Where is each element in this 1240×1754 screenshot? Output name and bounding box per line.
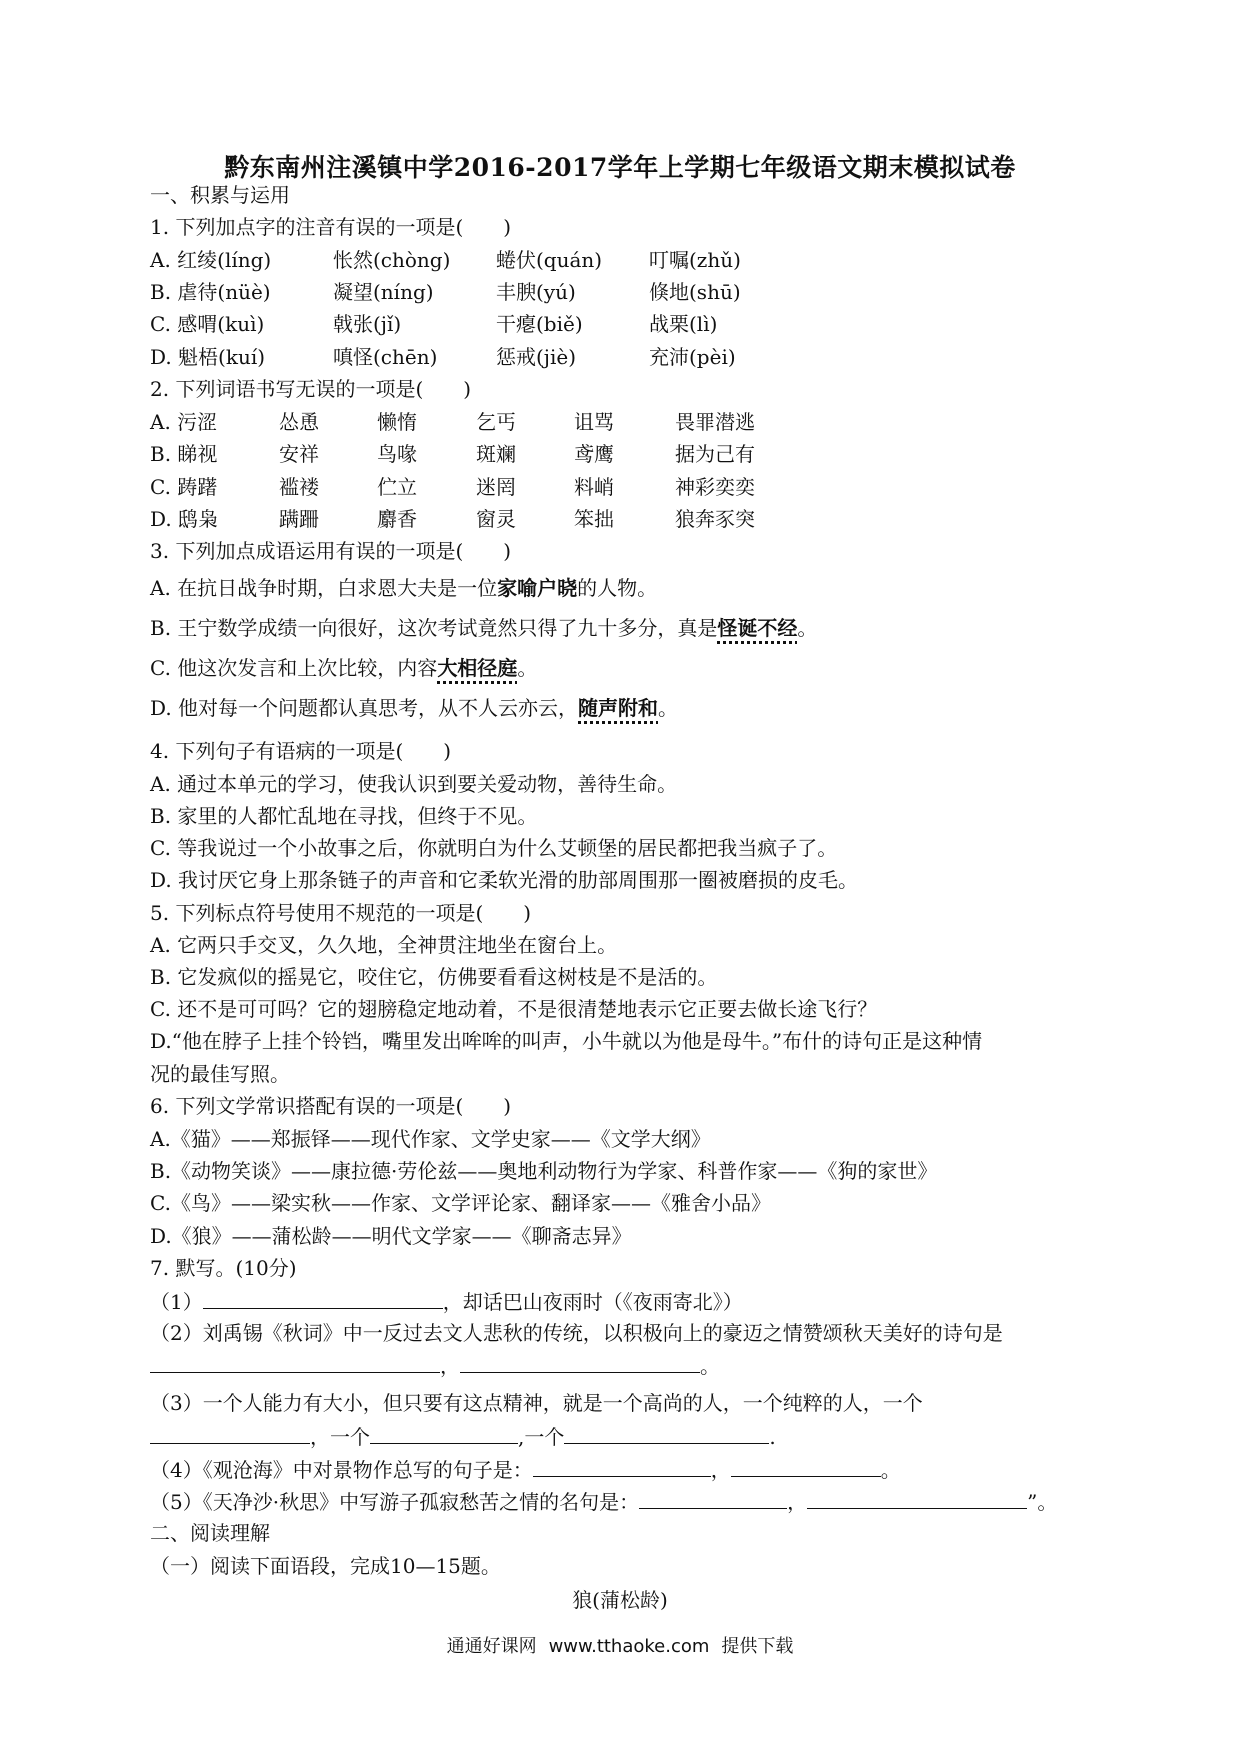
q7-part-4 <box>150 1456 901 1483</box>
q3-d-end: 。 <box>658 696 679 720</box>
q7-part-2-blanks <box>150 1352 720 1379</box>
question-6-stem: 6. 下列文学常识搭配有误的一项是( ) <box>150 1094 512 1118</box>
q7-part-2: （2）刘禹锡《秋词》中一反过去文人悲秋的传统，以积极向上的豪迈之情赞颂秋天美好的诗句是 <box>150 1321 1003 1345</box>
q7-2-blank-2[interactable] <box>460 1352 700 1373</box>
q3-c-idiom: 大相径庭 <box>437 656 518 680</box>
q6-option-a: A.《猫》——郑振铎——现代作家、文学史家——《文学大纲》 <box>150 1127 711 1151</box>
section-heading-1: 一、积累与运用 <box>150 183 290 207</box>
q7-4-end: 。 <box>880 1458 901 1482</box>
q7-4-blank-1[interactable] <box>533 1456 711 1477</box>
q1-option-c-1: C. 感喟(kuì) <box>150 312 265 336</box>
q2-a-5: 诅骂 <box>574 410 614 434</box>
q7-5-comma: ， <box>787 1490 808 1514</box>
q1-option-d-2: 嗔怪(chēn) <box>333 345 438 369</box>
q4-option-a: A. 通过本单元的学习，使我认识到要关爱动物，善待生命。 <box>150 772 678 796</box>
q7-3-blank-2[interactable] <box>370 1423 518 1444</box>
q3-c-end: 。 <box>517 656 538 680</box>
q3-option-c <box>150 655 537 681</box>
question-1-stem: 1. 下列加点字的注音有误的一项是( ) <box>150 215 512 239</box>
q7-2-comma: ， <box>440 1354 460 1378</box>
q1-option-c-3: 干瘪(biě) <box>496 312 583 336</box>
q4-option-b: B. 家里的人都忙乱地在寻找，但终于不见。 <box>150 804 538 828</box>
q7-3-blank-1[interactable] <box>150 1423 310 1444</box>
q7-2-blank-1[interactable] <box>150 1352 440 1373</box>
q1-option-b-1: B. 虐待(nüè) <box>150 280 271 304</box>
q2-d-1: D. 鸱枭 <box>150 507 219 531</box>
q3-d-text: D. 他对每一个问题都认真思考，从不人云亦云， <box>150 696 579 720</box>
q1-option-b-2: 凝望(níng) <box>333 280 434 304</box>
q3-a-end: 的人物。 <box>577 576 658 600</box>
q7-2-end: 。 <box>700 1354 720 1378</box>
page-title: 黔东南州注溪镇中学2016-2017学年上学期七年级语文期末模拟试卷 <box>224 153 1016 182</box>
q2-b-2: 安祥 <box>279 442 319 466</box>
q6-option-b: B.《动物笑谈》——康拉德·劳伦兹——奥地利动物行为学家、科普作家——《狗的家世》 <box>150 1159 938 1183</box>
q2-d-5: 笨拙 <box>574 507 614 531</box>
q2-a-6: 畏罪潜逃 <box>675 410 755 434</box>
q4-option-c: C. 等我说过一个小故事之后，你就明白为什么艾顿堡的居民都把我当疯子了。 <box>150 836 838 860</box>
q2-b-3: 鸟喙 <box>377 442 417 466</box>
q2-d-2: 蹒跚 <box>279 507 319 531</box>
q2-c-3: 伫立 <box>377 475 417 499</box>
footer-note: 提供下载 <box>721 1636 794 1657</box>
q6-option-d: D.《狼》——蒲松龄——明代文学家——《聊斋志异》 <box>150 1224 632 1248</box>
q4-option-d: D. 我讨厌它身上那条链子的声音和它柔软光滑的肋部周围那一圈被磨损的皮毛。 <box>150 868 859 892</box>
q2-a-3: 懒惰 <box>377 410 417 434</box>
q3-option-d <box>150 695 678 721</box>
q7-3-mid1: ，一个 <box>310 1425 370 1449</box>
q7-1-text: ，却话巴山夜雨时（《夜雨寄北》） <box>442 1290 743 1314</box>
footer-site: 通通好课网 <box>446 1636 537 1657</box>
q3-a-idiom: 家喻户晓 <box>497 576 578 600</box>
q2-d-6: 狼奔豕突 <box>675 507 755 531</box>
question-2-stem: 2. 下列词语书写无误的一项是( ) <box>150 377 472 401</box>
q2-c-5: 料峭 <box>574 475 614 499</box>
q7-part-5 <box>150 1488 1057 1515</box>
q3-b-idiom: 怪诞不经 <box>717 616 798 640</box>
q5-option-d-cont: 况的最佳写照。 <box>150 1062 290 1086</box>
q3-c-text: C. 他这次发言和上次比较，内容 <box>150 656 438 680</box>
q5-option-c: C. 还不是可可吗？它的翅膀稳定地动着，不是很清楚地表示它正要去做长途飞行？ <box>150 997 878 1021</box>
q7-part-3: （3）一个人能力有大小，但只要有这点精神，就是一个高尚的人，一个纯粹的人，一个 <box>150 1391 923 1415</box>
q1-option-c-4: 战栗(lì) <box>649 312 718 336</box>
q2-a-1: A. 污涩 <box>150 410 218 434</box>
question-5-stem: 5. 下列标点符号使用不规范的一项是( ) <box>150 901 532 925</box>
q3-b-end: 。 <box>797 616 818 640</box>
q3-option-b <box>150 615 817 641</box>
q2-c-6: 神彩奕奕 <box>675 475 755 499</box>
q1-option-a-2: 怅然(chòng) <box>333 248 451 272</box>
q2-b-6: 据为己有 <box>675 442 755 466</box>
q2-a-4: 乞丐 <box>476 410 516 434</box>
q7-3-blank-3[interactable] <box>564 1423 769 1444</box>
q7-5-text: （5）《天净沙·秋思》中写游子孤寂愁苦之情的名句是： <box>150 1490 640 1514</box>
q1-option-a-3: 蜷伏(quán) <box>496 248 603 272</box>
q7-5-end: ”。 <box>1027 1490 1058 1514</box>
q7-4-comma: ， <box>710 1458 731 1482</box>
reading-1-instruction: （一）阅读下面语段，完成10—15题。 <box>150 1554 501 1578</box>
q7-4-blank-2[interactable] <box>731 1456 881 1477</box>
q1-option-d-1: D. 魁梧(kuí) <box>150 345 266 369</box>
page-footer <box>0 1632 1240 1658</box>
q3-d-idiom: 随声附和 <box>578 696 659 720</box>
q7-1-label: （1） <box>150 1290 203 1314</box>
q7-part-3-blanks <box>150 1423 776 1450</box>
q5-option-a: A. 它两只手交叉，久久地，全神贯注地坐在窗台上。 <box>150 933 618 957</box>
q6-option-c: C.《鸟》——梁实秋——作家、文学评论家、翻译家——《雅舍小品》 <box>150 1191 771 1215</box>
q2-b-4: 斑斓 <box>476 442 516 466</box>
q3-b-text: B. 王宁数学成绩一向很好，这次考试竟然只得了九十多分，真是 <box>150 616 718 640</box>
q3-a-text: A. 在抗日战争时期，白求恩大夫是一位 <box>150 576 498 600</box>
q2-d-4: 窗灵 <box>476 507 516 531</box>
q3-option-a <box>150 575 657 601</box>
question-3-stem: 3. 下列加点成语运用有误的一项是( ) <box>150 539 512 563</box>
q2-c-4: 迷罔 <box>476 475 516 499</box>
reading-title: 狼(蒲松龄) <box>572 1588 668 1612</box>
question-7-stem: 7. 默写。(10分) <box>150 1256 297 1280</box>
q2-c-2: 褴褛 <box>279 475 319 499</box>
q1-option-c-2: 戟张(jǐ) <box>333 312 402 336</box>
q5-option-d: D.“他在脖子上挂个铃铛，嘴里发出哞哞的叫声，小牛就以为他是母牛。”布什的诗句正是这种情 <box>150 1029 983 1053</box>
q7-3-mid2: ,一个 <box>518 1425 565 1449</box>
q2-b-5: 鸢鹰 <box>574 442 614 466</box>
q7-4-text: （4）《观沧海》中对景物作总写的句子是： <box>150 1458 533 1482</box>
q2-b-1: B. 睇视 <box>150 442 218 466</box>
q2-d-3: 麝香 <box>377 507 417 531</box>
q7-1-blank[interactable] <box>203 1288 443 1309</box>
q2-c-1: C. 踌躇 <box>150 475 218 499</box>
q1-option-d-4: 充沛(pèi) <box>649 345 736 369</box>
q7-5-blank-1[interactable] <box>639 1488 787 1509</box>
section-heading-2: 二、阅读理解 <box>150 1521 270 1545</box>
q7-5-blank-2[interactable] <box>807 1488 1027 1509</box>
footer-url[interactable]: www.tthaoke.com <box>548 1636 710 1657</box>
q1-option-d-3: 惩戒(jiè) <box>496 345 577 369</box>
q1-option-a-1: A. 红绫(líng) <box>150 248 272 272</box>
question-4-stem: 4. 下列句子有语病的一项是( ) <box>150 739 452 763</box>
q5-option-b: B. 它发疯似的摇晃它，咬住它，仿佛要看看这树枝是不是活的。 <box>150 965 718 989</box>
q1-option-b-4: 倏地(shū) <box>649 280 741 304</box>
q7-part-1 <box>150 1288 743 1315</box>
q7-3-end: . <box>769 1425 776 1449</box>
q2-a-2: 怂恿 <box>279 410 319 434</box>
q1-option-b-3: 丰腴(yú) <box>496 280 576 304</box>
q1-option-a-4: 叮嘱(zhǔ) <box>649 248 741 272</box>
